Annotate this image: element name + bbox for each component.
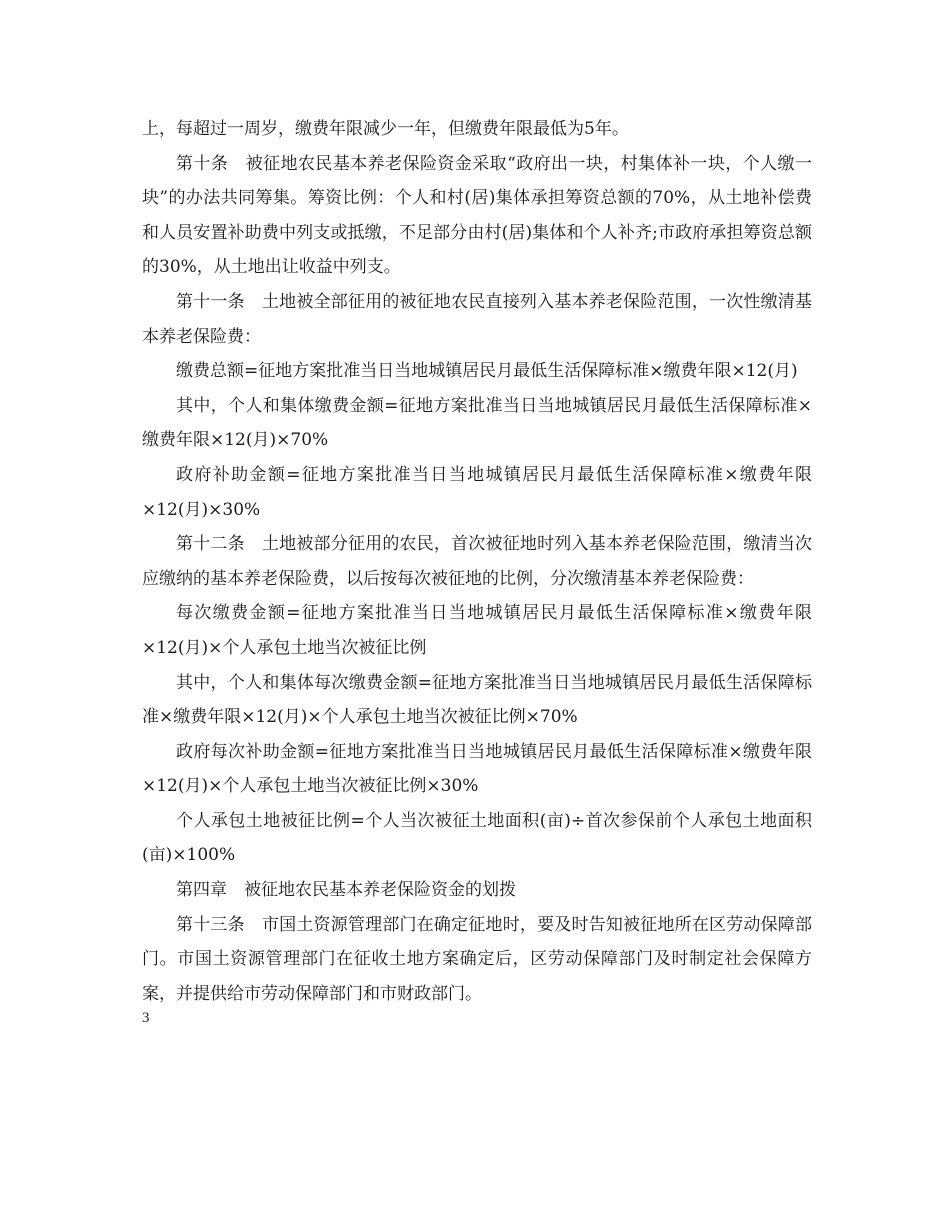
paragraph-article-11: 第十一条 土地被全部征用的被征地农民直接列入基本养老保险范围，一次性缴清基本养老保险费： xyxy=(142,291,812,347)
paragraph-continuation: 上，每超过一周岁，缴费年限减少一年，但缴费年限最低为5年。 xyxy=(142,119,629,139)
formula-each-government-subsidy: 政府每次补助金额=征地方案批准当日当地城镇居民月最低生活保障标准×缴费年限×12(月)×个人承包土地当次被征比例×30% xyxy=(142,741,812,797)
formula-individual-collective-payment: 其中，个人和集体缴费金额=征地方案批准当日当地城镇居民月最低生活保障标准×缴费年限×12(月)×70% xyxy=(142,395,812,451)
paragraph-article-13: 第十三条 市国土资源管理部门在确定征地时，要及时告知被征地所在区劳动保障部门。市国土资源管理部门在征收土地方案确定后，区劳动保障部门及时制定社会保障方案，并提供给市劳动保障部门和市财政部门。 xyxy=(142,914,812,1004)
document-body xyxy=(142,112,812,1011)
formula-land-ratio: 个人承包土地被征比例=个人当次被征土地面积(亩)÷首次参保前个人承包土地面积(亩)×100% xyxy=(142,810,812,866)
page-number: 3 xyxy=(142,1010,150,1026)
formula-total-payment: 缴费总额=征地方案批准当日当地城镇居民月最低生活保障标准×缴费年限×12(月) xyxy=(176,361,798,382)
formula-each-payment: 每次缴费金额=征地方案批准当日当地城镇居民月最低生活保障标准×缴费年限×12(月)×个人承包土地当次被征比例 xyxy=(142,603,812,658)
chapter-heading-4: 第四章 被征地农民基本养老保险资金的划拨 xyxy=(176,880,516,901)
paragraph-article-12: 第十二条 土地被部分征用的农民，首次被征地时列入基本养老保险范围，缴清当次应缴纳的基本养老保险费，以后按每次被征地的比例，分次缴清基本养老保险费： xyxy=(142,534,812,589)
formula-government-subsidy: 政府补助金额=征地方案批准当日当地城镇居民月最低生活保障标准×缴费年限×12(月)×30% xyxy=(142,464,812,520)
paragraph-article-10: 第十条 被征地农民基本养老保险资金采取“政府出一块，村集体补一块，个人缴一块”的办法共同筹集。筹资比例：个人和村(居)集体承担筹资总额的70%，从土地补偿费和人员安置补助费中列支或抵缴，不足部分由村(居)集体和个人补齐;市政府承担筹资总额的30%，从土地出让收益中列支。 xyxy=(142,153,812,278)
formula-each-individual-collective-payment: 其中，个人和集体每次缴费金额=征地方案批准当日当地城镇居民月最低生活保障标准×缴费年限×12(月)×个人承包土地当次被征比例×70% xyxy=(142,672,812,728)
